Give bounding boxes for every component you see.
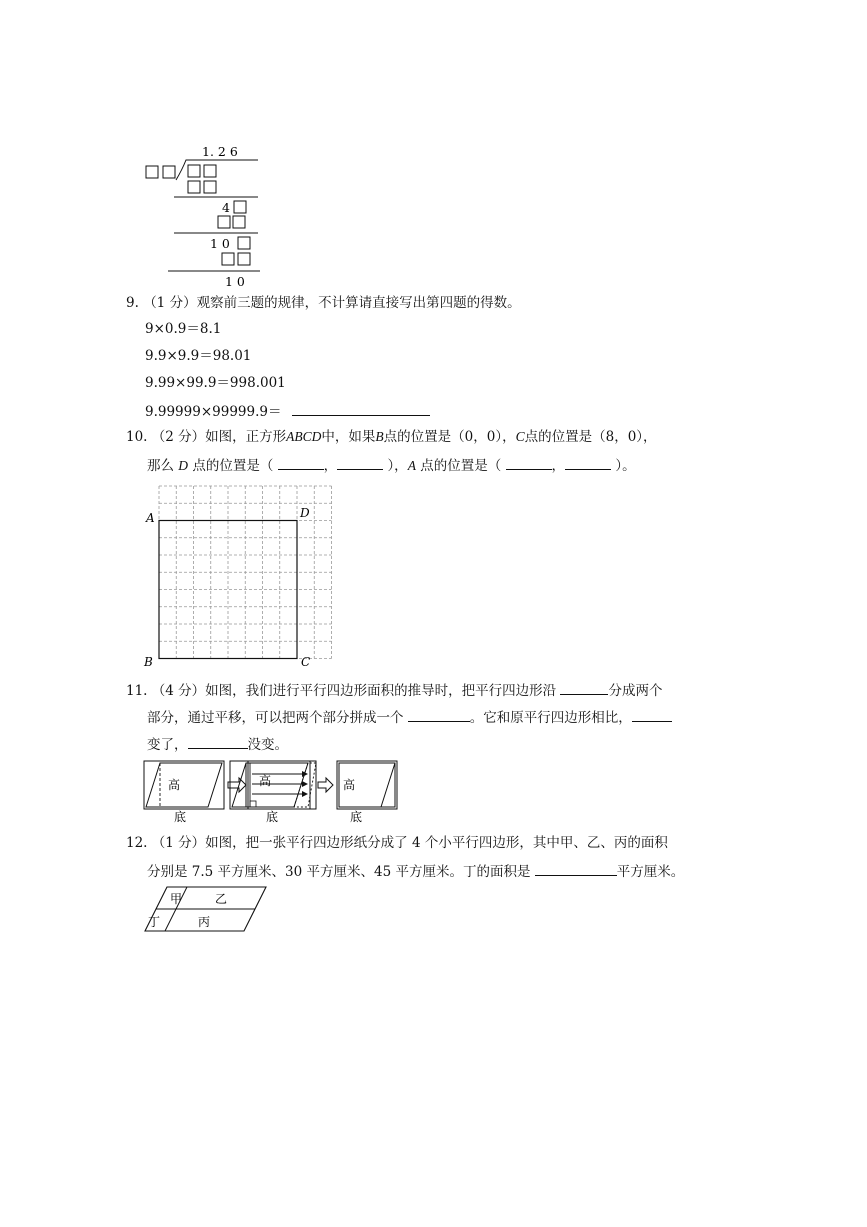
q10-a: A bbox=[407, 458, 416, 473]
q10-b: B bbox=[375, 429, 384, 444]
q9-line-4 bbox=[145, 401, 430, 421]
q10-d-y-blank[interactable] bbox=[337, 455, 383, 470]
height-label: 高 bbox=[168, 778, 181, 792]
q10-abcd: ABCD bbox=[286, 429, 322, 444]
q11-text: 没变。 bbox=[247, 737, 288, 753]
q9-prompt bbox=[126, 294, 521, 312]
region-ding: 丁 bbox=[148, 915, 161, 929]
division-quotient: 1. 2 6 bbox=[202, 144, 238, 159]
q9-line-3: 9.99×99.9＝998.001 bbox=[145, 375, 286, 391]
q12-text: 如图，把一张平行四边形纸分成了 4 个小平行四边形，其中甲、乙、丙的面积 bbox=[205, 835, 668, 851]
q10-comma: ， bbox=[323, 458, 338, 474]
q12-number: 12. bbox=[126, 835, 148, 851]
q11-blank-1[interactable] bbox=[560, 680, 608, 695]
q10-c: C bbox=[515, 429, 525, 444]
right-arrow-icon bbox=[318, 778, 333, 792]
q10-text: 点的位置是（8，0）， bbox=[524, 429, 657, 445]
q11-line-2 bbox=[147, 707, 672, 727]
q11-blank-3[interactable] bbox=[632, 707, 672, 722]
q11-text: 部分，通过平移，可以把两个部分拼成一个 bbox=[147, 710, 404, 726]
digit-box bbox=[146, 166, 158, 178]
q10-grid-figure bbox=[140, 482, 340, 672]
q10-text: ）， bbox=[387, 458, 408, 474]
q9-answer-blank[interactable] bbox=[292, 401, 430, 416]
q9-text: 观察前三题的规律，不计算请直接写出第四题的得数。 bbox=[196, 295, 521, 311]
digit-box bbox=[204, 165, 216, 177]
q9-line-1: 9×0.9＝8.1 bbox=[145, 321, 222, 337]
q10-d-x-blank[interactable] bbox=[278, 455, 324, 470]
division-row-4: 4 bbox=[222, 200, 230, 215]
q10-comma: ， bbox=[551, 458, 566, 474]
q10-text: 点的位置是（0，0）， bbox=[383, 429, 516, 445]
digit-box bbox=[233, 216, 245, 228]
digit-box bbox=[163, 166, 175, 178]
q10-text: 如图，正方形 bbox=[205, 429, 287, 445]
q9-line-2: 9.9×9.9＝98.01 bbox=[145, 348, 252, 364]
q10-text: 点的位置是（ bbox=[420, 458, 502, 474]
q11-blank-2[interactable] bbox=[408, 707, 470, 722]
q10-text: 中，如果 bbox=[321, 429, 376, 445]
q12-score: （1 分） bbox=[151, 835, 206, 851]
digit-box bbox=[238, 237, 250, 249]
q11-line-1 bbox=[126, 680, 662, 700]
region-jia: 甲 bbox=[170, 892, 183, 906]
q11-number: 11. bbox=[126, 683, 148, 699]
q10-text: 那么 bbox=[147, 458, 174, 474]
q10-text: 点的位置是（ bbox=[192, 458, 274, 474]
digit-box bbox=[234, 201, 246, 213]
q9-score: （1 分） bbox=[143, 295, 197, 311]
height-label: 高 bbox=[259, 774, 272, 788]
base-label: 底 bbox=[266, 810, 279, 824]
q10-a-y-blank[interactable] bbox=[565, 455, 611, 470]
q11-line-3 bbox=[147, 734, 288, 754]
digit-box bbox=[188, 181, 200, 193]
digit-box bbox=[204, 181, 216, 193]
arrow-head-icon bbox=[302, 781, 308, 787]
label-c: C bbox=[301, 655, 311, 669]
label-b: B bbox=[144, 655, 153, 669]
q11-text: 如图，我们进行平行四边形面积的推导时，把平行四边形沿 bbox=[205, 683, 557, 699]
long-division-figure bbox=[140, 140, 265, 288]
q11-score: （4 分） bbox=[151, 683, 206, 699]
q12-text: 平方厘米。 bbox=[616, 864, 685, 880]
q10-line-1 bbox=[126, 428, 657, 446]
q10-a-x-blank[interactable] bbox=[506, 455, 552, 470]
q10-d: D bbox=[178, 458, 189, 473]
q12-line-2 bbox=[147, 861, 684, 881]
q11-blank-4[interactable] bbox=[188, 734, 248, 749]
region-yi: 乙 bbox=[215, 892, 228, 906]
q11-text: 变了， bbox=[147, 737, 188, 753]
base-label: 底 bbox=[350, 810, 363, 824]
q11-text: 。它和原平行四边形相比， bbox=[469, 710, 632, 726]
q10-line-2 bbox=[147, 455, 636, 475]
q11-parallelogram-figure bbox=[140, 760, 405, 824]
q12-answer-blank[interactable] bbox=[535, 861, 617, 876]
q10-number: 10. bbox=[126, 429, 148, 445]
q10-score: （2 分） bbox=[151, 429, 206, 445]
digit-box bbox=[238, 253, 250, 265]
q10-text: ）。 bbox=[615, 458, 636, 474]
q9-line-4-text: 9.99999×99999.9＝ bbox=[145, 404, 282, 420]
parallelogram bbox=[146, 763, 222, 807]
base-label: 底 bbox=[174, 810, 187, 824]
division-row-10: 1 0 bbox=[210, 236, 230, 251]
label-d: D bbox=[300, 506, 310, 520]
region-bing: 丙 bbox=[198, 915, 211, 929]
q12-line-1 bbox=[126, 834, 668, 852]
digit-box bbox=[188, 165, 200, 177]
figure-frame bbox=[144, 761, 224, 809]
q9-number: 9. bbox=[126, 295, 139, 311]
digit-box bbox=[218, 216, 230, 228]
division-remainder: 1 0 bbox=[225, 274, 245, 288]
q11-text: 分成两个 bbox=[608, 683, 663, 699]
right-angle-mark bbox=[250, 801, 256, 807]
label-a: A bbox=[146, 511, 155, 525]
q12-parallelogram-figure bbox=[140, 882, 272, 934]
q12-text: 分别是 7.5 平方厘米、30 平方厘米、45 平方厘米。丁的面积是 bbox=[147, 864, 531, 880]
cut-line bbox=[381, 763, 395, 807]
digit-box bbox=[222, 253, 234, 265]
arrow-head-icon bbox=[302, 791, 308, 797]
height-label: 高 bbox=[343, 778, 356, 792]
